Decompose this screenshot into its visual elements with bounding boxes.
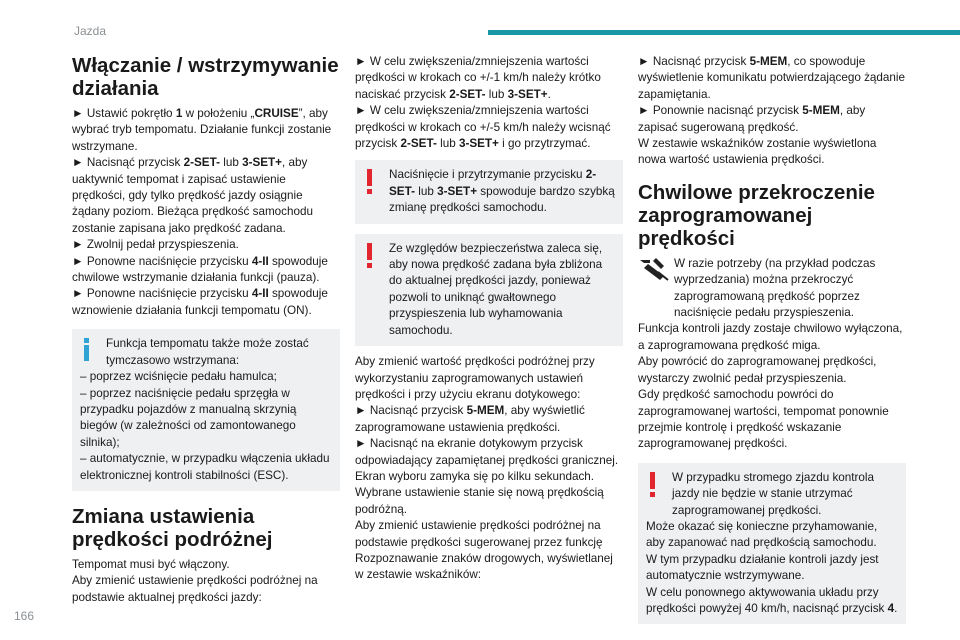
column-1 [72,54,340,606]
paragraph: ► W celu zwiększenia/zmniejszenia wartości prędkości w krokach co +/-5 km/h należy wcisnąć przycisk 2-SET- lub 3-SET+ i go przytrzymać. [355,104,611,151]
paragraph: ► W celu zwiększenia/zmniejszenia wartości prędkości w krokach co +/-1 km/h należy krótko naciskać przycisk 2-SET- lub 3-SET+. [355,55,601,101]
section-header: Jazda [74,24,107,38]
paragraph: ► Nacisnąć przycisk 5-MEM, aby wyświetlić zaprogramowane ustawienia prędkości. [355,404,585,434]
paragraph: Gdy prędkość samochodu powróci do zaprogramowanej wartości, tempomat ponownie przejmie kontrolę i prędkość wskazanie zaprogramowanej prędkości. [638,388,889,451]
heading-temporary-exceed: Chwilowe przekroczenie zaprogramowanej prędkości [638,180,875,250]
pedal-icon [638,256,674,322]
paragraph: W razie potrzeby (na przykład podczas wyprzedzania) można przekroczyć zaprogramowaną prędkość poprzez naciśnięcie pedału przyspieszenia. [674,256,876,320]
paragraph: ► Ponowne naciśnięcie przycisku 4-II spowoduje wznowienie działania funkcji tempomatu (ON). [72,287,328,317]
heading-change-speed: Zmiana ustawienia prędkości podróżnej [72,504,273,551]
paragraph: Aby zmienić wartość prędkości podróżnej przy wykorzystaniu zaprogramowanych ustawień prędkości i przy użyciu ekranu dotykowego: [355,355,595,401]
heading-enable-disable: Włączanie / wstrzymywanie działania [72,54,339,100]
paragraph: Aby zmienić ustawienie prędkości podróżnej na podstawie prędkości sugerowanej przez funkcję Rozpoznawanie znaków drogowych, wyświetlanej w zestawie wskaźników: [355,519,613,582]
warning-text: Naciśnięcie i przytrzymanie przycisku 2-SET- lub 3-SET+ spowoduje bardzo szybką zmianę prędkości samochodu. [389,168,615,215]
info-text: Funkcja tempomatu także może zostać tymczasowo wstrzymana: [106,337,309,367]
info-box [72,329,340,491]
paragraph: Tempomat musi być włączony. [72,557,230,571]
column-3 [638,54,906,624]
paragraph: ► Ustawić pokrętło 1 w położeniu „CRUISE”, aby wybrać tryb tempomatu. Działanie funkcji zostanie wstrzymane. [72,107,332,153]
header-accent-bar [488,30,960,35]
info-text: – poprzez wciśnięcie pedału hamulca; [80,370,277,384]
warning-text: Może okazać się konieczne przyhamowanie, aby zapanować nad prędkością samochodu. [646,519,878,550]
paragraph: Funkcja kontroli jazdy zostaje chwilowo wyłączona, a zaprogramowana prędkość miga. [638,322,903,352]
info-text: – automatycznie, w przypadku włączenia układu elektronicznej kontroli stabilności (ESC). [80,452,330,482]
paragraph: ► Ponownie nacisnąć przycisk 5-MEM, aby zapisać sugerowaną prędkość. [638,104,866,134]
warning-icon [363,241,389,339]
paragraph: ► Nacisnąć przycisk 5-MEM, co spowoduje wyświetlenie komunikatu potwierdzającego żądanie zapamiętania. [638,55,906,101]
info-text: – poprzez naciśnięcie pedału sprzęgła w przypadku pojazdów z manualną skrzynią biegów (w zależności od zamontowanego silnika); [80,386,297,449]
info-icon [80,336,106,369]
warning-box [638,463,906,625]
paragraph: W zestawie wskaźników zostanie wyświetlona nowa wartość ustawienia prędkości. [638,137,877,167]
warning-text: Ze względów bezpieczeństwa zaleca się, aby nowa prędkość zadana była zbliżona do aktualnej prędkości jazdy, ponieważ pozwoli to uniknąć gwałtownego przyspieszenia lub wyhamowania samochodu. [389,241,603,337]
paragraph: Ekran wyboru zamyka się po kilku sekundach. Wybrane ustawienie stanie się nową prędkością podróżną. [355,469,604,516]
warning-icon [646,470,672,519]
page-number: 166 [14,609,35,623]
paragraph: ► Nacisnąć na ekranie dotykowym przycisk odpowiadający zapamiętanej prędkości granicznej. [355,437,619,467]
paragraph: ► Ponowne naciśnięcie przycisku 4-II spowoduje chwilowe wstrzymanie działania funkcji (pauza). [72,254,328,285]
warning-text: W tym przypadku działanie kontroli jazdy jest automatycznie wstrzymywane. [646,552,879,583]
warning-text: W celu ponownego aktywowania układu przy prędkości powyżej 40 km/h, nacisnąć przycisk 4. [646,585,898,615]
warning-icon [363,167,389,216]
paragraph: Aby zmienić ustawienie prędkości podróżnej na podstawie aktualnej prędkości jazdy: [72,574,318,604]
warning-box [355,160,623,223]
column-2 [355,54,623,584]
paragraph: Aby powrócić do zaprogramowanej prędkości, wystarczy zwolnić pedał przyspieszenia. [638,355,877,385]
warning-text: W przypadku stromego zjazdu kontrola jazdy nie będzie w stanie utrzymać zaprogramowanej prędkości. [672,470,875,517]
paragraph: ► Nacisnąć przycisk 2-SET- lub 3-SET+, aby uaktywnić tempomat i zapisać ustawienie prędkości, gdy tylko prędkość jazdy osiągnie żądany poziom. Bieżąca prędkość samochodu zostanie zapisana jako prędkość zadana. [72,156,314,235]
paragraph: ► Zwolnij pedał przyspieszenia. [72,238,239,252]
warning-box [355,234,623,346]
